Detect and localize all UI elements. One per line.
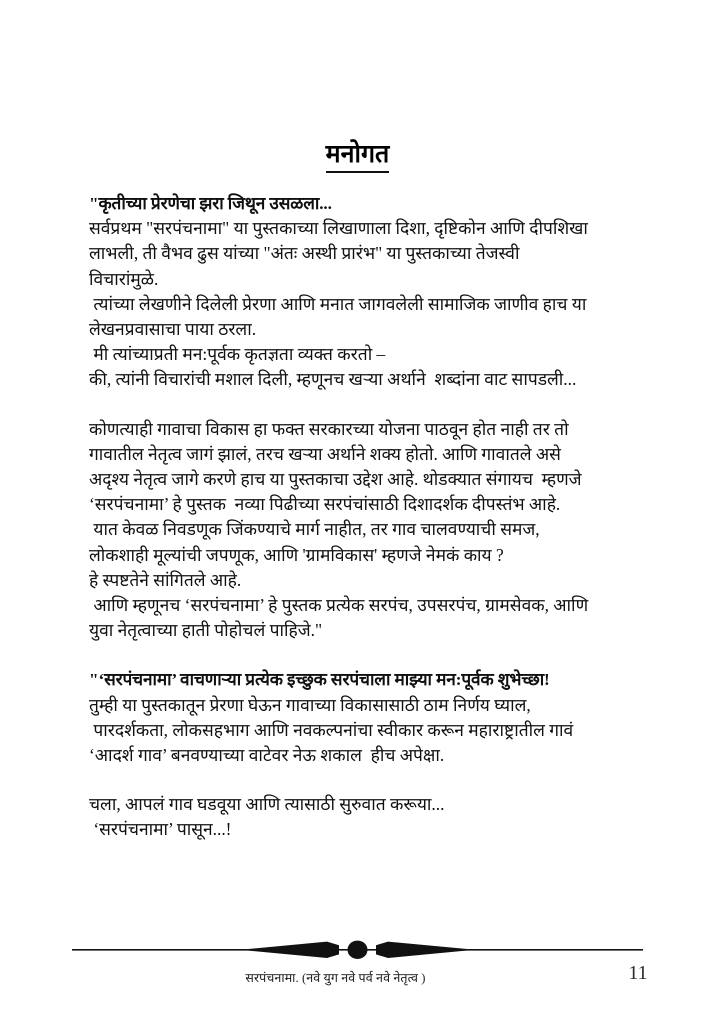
- text-line: सर्वप्रथम "सरपंचनामा" या पुस्तकाच्या लिखाणाला दिशा, दृष्टिकोन आणि दीपशिखा: [89, 218, 588, 239]
- text-line: ‘सरपंचनामा’ हे पुस्तक नव्या पिढीच्या सरपंचांसाठी दिशादर्शक दीपस्तंभ आहे.: [89, 494, 561, 515]
- text-line: मी त्यांच्याप्रती मन:पूर्वक कृतज्ञता व्यक्त करतो –: [89, 344, 386, 365]
- text-block: [89, 191, 649, 393]
- text-line: विचारांमुळे.: [89, 268, 159, 289]
- text-line-heading: "कृतीच्या प्रेरणेचा झरा जिथून उसळला...: [89, 194, 332, 213]
- text-line: कोणत्याही गावाचा विकास हा फक्त सरकारच्या योजना पाठवून होत नाही तर तो: [89, 418, 569, 439]
- text-line: लोकशाही मूल्यांची जपणूक, आणि 'ग्रामविकास' म्हणजे नेमकं काय ?: [89, 544, 504, 565]
- text-block: [89, 417, 649, 644]
- text-line: तुम्ही या पुस्तकातून प्रेरणा घेऊन गावाच्या विकासासाठी ठाम निर्णय घ्याल,: [89, 694, 531, 715]
- text-line: ‘सरपंचनामा’ पासून...!: [89, 819, 232, 840]
- bowtie-divider-ornament: [72, 938, 643, 962]
- footer-caption-text: सरपंचनामा. (नवे युग नवे पर्व नवे नेतृत्व ): [245, 971, 426, 985]
- text-line: यात केवळ निवडणूक जिंकण्याचे मार्ग नाहीत, तर गाव चालवण्याची समज,: [89, 519, 540, 540]
- text-line: की, त्यांनी विचारांची मशाल दिली, म्हणूनच खऱ्या अर्थाने शब्दांना वाट सापडली...: [89, 369, 577, 390]
- text-block: [89, 792, 649, 842]
- text-line: लेखनप्रवासाचा पाया ठरला.: [89, 319, 257, 340]
- page-number: 11: [628, 962, 648, 984]
- document-body: [89, 191, 649, 843]
- text-block: [89, 667, 649, 768]
- text-line: अदृश्य नेतृत्व जागे करणे हाच या पुस्तकाचा उद्देश आहे. थोडक्यात संगायच म्हणजे: [89, 469, 582, 490]
- page-title: मनोगत: [326, 141, 390, 173]
- text-line: आणि म्हणूनच ‘सरपंचनामा’ हे पुस्तक प्रत्येक सरपंच, उपसरपंच, ग्रामसेवक, आणि: [89, 595, 589, 616]
- text-line: चला, आपलं गाव घडवूया आणि त्यासाठी सुरुवात करूया...: [89, 794, 445, 815]
- text-line: हे स्पष्टतेने सांगितले आहे.: [89, 569, 242, 590]
- text-line: गावातील नेतृत्व जागं झालं, तरच खऱ्या अर्थाने शक्य होतो. आणि गावातले असे: [89, 443, 561, 464]
- text-line: युवा नेतृत्वाच्या हाती पोहोचलं पाहिजे.": [89, 620, 323, 641]
- text-line: त्यांच्या लेखणीने दिलेली प्रेरणा आणि मनात जागवलेली सामाजिक जाणीव हाच या: [89, 293, 587, 314]
- text-line: पारदर्शकता, लोकसहभाग आणि नवकल्पनांचा स्वीकार करून महाराष्ट्रातील गावं: [89, 719, 574, 740]
- text-line-heading: "‘सरपंचनामा’ वाचणाऱ्या प्रत्येक इच्छुक सरपंचाला माझ्या मन:पूर्वक शुभेच्छा!: [89, 670, 550, 690]
- page-title-wrap: [0, 141, 715, 173]
- text-line: लाभली, ती वैभव ढुस यांच्या "अंतः अस्थी प्रारंभ" या पुस्तकाच्या तेजस्वी: [89, 243, 520, 264]
- text-line: ‘आदर्श गाव’ बनवण्याच्या वाटेवर नेऊ शकाल हीच अपेक्षा.: [89, 745, 445, 766]
